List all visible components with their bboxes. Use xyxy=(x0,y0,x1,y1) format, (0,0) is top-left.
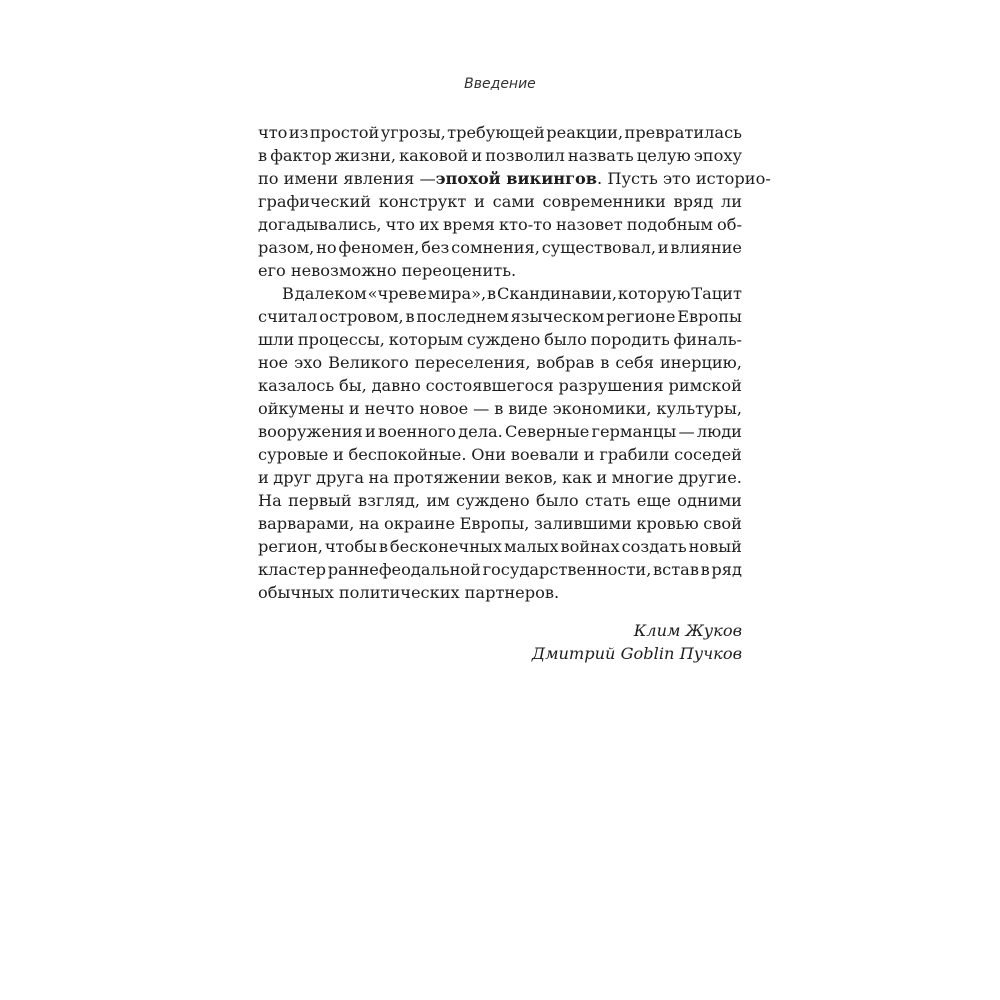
word: было xyxy=(535,491,579,510)
emphasis-term: эпохой викингов xyxy=(435,169,598,188)
word: фактор xyxy=(270,146,332,165)
word: воевали xyxy=(510,445,580,464)
word: вооружения xyxy=(258,422,363,441)
word: стать xyxy=(584,491,631,510)
word: Великого xyxy=(328,353,409,372)
word: Европы, xyxy=(459,514,530,533)
word: друга xyxy=(316,468,365,487)
word: позволил xyxy=(485,146,565,165)
word: из xyxy=(288,123,309,142)
word: и xyxy=(471,146,483,165)
word: регион, xyxy=(258,537,323,556)
author-name: Клим Жуков xyxy=(633,621,742,640)
word: на xyxy=(358,514,380,533)
text-line xyxy=(258,512,742,535)
word: Они xyxy=(471,445,507,464)
text-line xyxy=(258,489,742,512)
word: обычных xyxy=(258,583,334,602)
word: вобрав xyxy=(536,353,595,372)
word: жизни, xyxy=(334,146,396,165)
word: залившими xyxy=(533,514,632,533)
text-line xyxy=(258,443,742,466)
word: дела. xyxy=(458,422,503,441)
text-line xyxy=(258,282,742,305)
word: подобным xyxy=(626,215,713,234)
text-line xyxy=(258,558,742,581)
word: ное xyxy=(258,353,289,372)
word: в xyxy=(600,353,610,372)
text-line xyxy=(258,144,742,167)
word: культуры, xyxy=(656,399,742,418)
word: сомнения, xyxy=(451,238,540,257)
text-line xyxy=(258,581,742,604)
word: но xyxy=(316,238,337,257)
word: «чреве xyxy=(367,284,427,303)
word: переселения, xyxy=(414,353,531,372)
word: угрозы, xyxy=(380,123,446,142)
word: встав xyxy=(653,560,699,579)
word: римской xyxy=(668,376,742,395)
word: и xyxy=(364,422,376,441)
word: которую xyxy=(617,284,691,303)
word: веков, xyxy=(504,468,558,487)
word: ли xyxy=(720,192,742,211)
word: беспокойные. xyxy=(348,445,467,464)
word: суждено xyxy=(466,330,541,349)
word: многие xyxy=(611,468,674,487)
word: и xyxy=(348,399,360,418)
word: островом, xyxy=(319,307,404,326)
text-line xyxy=(258,374,742,397)
word: финаль- xyxy=(673,330,742,349)
word: кластер xyxy=(258,560,327,579)
word: экономики, xyxy=(552,399,652,418)
text-line xyxy=(258,305,742,328)
word: инерцию, xyxy=(659,353,742,372)
word: последнем xyxy=(416,307,509,326)
word: разом, xyxy=(258,238,315,257)
word: малых xyxy=(503,537,559,556)
word: варварами, xyxy=(258,514,355,533)
word: эпоху xyxy=(693,146,742,165)
word: бы, xyxy=(338,376,367,395)
text-line-emphasis xyxy=(258,167,771,190)
signature-block xyxy=(532,619,742,665)
word: первый xyxy=(288,491,352,510)
word: невозможно xyxy=(290,261,397,280)
word: в xyxy=(378,537,388,556)
word: соседей xyxy=(674,445,742,464)
word: реакции, xyxy=(546,123,624,142)
word: государственности, xyxy=(482,560,652,579)
word: Северные xyxy=(505,422,590,441)
word: в xyxy=(487,284,497,303)
word: в xyxy=(494,399,504,418)
word: было xyxy=(544,330,587,349)
word: что xyxy=(385,215,416,234)
word: его xyxy=(258,261,286,280)
text-line xyxy=(258,351,742,374)
text-line xyxy=(258,535,742,558)
word: и xyxy=(657,238,669,257)
word: время xyxy=(443,215,495,234)
word: регионе xyxy=(606,307,676,326)
word: протяжении xyxy=(393,468,501,487)
word: суждено xyxy=(456,491,530,510)
word: целую xyxy=(636,146,691,165)
word: об- xyxy=(717,215,742,234)
word: вряд xyxy=(673,192,714,211)
word: им xyxy=(426,491,450,510)
word: мира», xyxy=(427,284,487,303)
word: процессы, xyxy=(297,330,385,349)
word: и xyxy=(583,445,595,464)
word: как xyxy=(562,468,592,487)
word: без xyxy=(421,238,450,257)
word: Тацит xyxy=(691,284,742,303)
word: политических xyxy=(338,583,460,602)
word: партнеров. xyxy=(464,583,560,602)
word: себя xyxy=(615,353,654,372)
word: — xyxy=(473,399,490,418)
word: военного xyxy=(377,422,456,441)
word: превратилась xyxy=(624,123,742,142)
word: требующей xyxy=(447,123,545,142)
text-line xyxy=(258,420,742,443)
word: их xyxy=(419,215,439,234)
text-line xyxy=(258,190,742,213)
word: состоявшегося xyxy=(425,376,554,395)
word: назовет xyxy=(555,215,623,234)
word: и xyxy=(596,468,608,487)
word: новый xyxy=(688,537,742,556)
text-line xyxy=(258,259,742,282)
word: в xyxy=(405,307,415,326)
word: создать xyxy=(621,537,687,556)
text-line xyxy=(258,328,742,351)
word: далеком xyxy=(294,284,367,303)
word: казалось xyxy=(258,376,335,395)
word: Европы xyxy=(677,307,742,326)
word: что xyxy=(258,123,288,142)
text-line xyxy=(258,397,742,420)
word: взгляд, xyxy=(357,491,420,510)
word: графический xyxy=(258,192,371,211)
line-text-before: по имени явления — xyxy=(258,169,436,188)
word: существовал, xyxy=(541,238,656,257)
author-name: Дмитрий Goblin Пучков xyxy=(531,644,742,663)
word: Скандинавии, xyxy=(497,284,618,303)
word: назвать xyxy=(567,146,634,165)
word: на xyxy=(368,468,389,487)
word: грабили xyxy=(599,445,670,464)
word: в xyxy=(258,146,268,165)
word: виде xyxy=(508,399,548,418)
text-line xyxy=(258,466,742,489)
word: На xyxy=(258,491,282,510)
word: и xyxy=(333,445,344,464)
word: переоценить. xyxy=(401,261,517,280)
word: и xyxy=(258,468,269,487)
word: сами xyxy=(492,192,535,211)
word: новое xyxy=(419,399,469,418)
word: кровью xyxy=(636,514,699,533)
word: разрушения xyxy=(558,376,664,395)
word: чтобы xyxy=(324,537,377,556)
word: кто-то xyxy=(498,215,552,234)
body-text xyxy=(258,121,771,604)
word: давно xyxy=(371,376,421,395)
word: породить xyxy=(590,330,670,349)
word: в xyxy=(700,560,710,579)
word: друг xyxy=(273,468,312,487)
word: люди xyxy=(696,422,742,441)
word: В xyxy=(282,284,294,303)
word: простой xyxy=(309,123,380,142)
word: войнах xyxy=(560,537,620,556)
word: которым xyxy=(388,330,464,349)
word: конструкт xyxy=(378,192,467,211)
word: каковой xyxy=(399,146,469,165)
word: нечто xyxy=(364,399,415,418)
word: германцы xyxy=(591,422,677,441)
line-text-after: . Пусть это историо- xyxy=(597,169,771,188)
text-line xyxy=(258,213,742,236)
text-line xyxy=(258,236,742,259)
word: раннефеодальной xyxy=(327,560,481,579)
word: догадывались, xyxy=(258,215,382,234)
word: бесконечных xyxy=(389,537,503,556)
word: феномен, xyxy=(338,238,420,257)
word: эхо xyxy=(294,353,323,372)
word: ойкумены xyxy=(258,399,345,418)
word: ряд xyxy=(711,560,742,579)
word: современники xyxy=(542,192,666,211)
word: одними xyxy=(677,491,742,510)
word: окраине xyxy=(383,514,456,533)
word: суровые xyxy=(258,445,329,464)
word: и xyxy=(474,192,485,211)
emphasis-wrap xyxy=(436,167,771,190)
word: свой xyxy=(703,514,742,533)
word: — xyxy=(678,422,695,441)
word: языческом xyxy=(510,307,605,326)
word: влияние xyxy=(670,238,742,257)
word: другие. xyxy=(678,468,742,487)
word: шли xyxy=(258,330,295,349)
word: еще xyxy=(636,491,671,510)
running-title: Введение xyxy=(464,76,536,92)
word: считал xyxy=(258,307,318,326)
text-line xyxy=(258,121,742,144)
